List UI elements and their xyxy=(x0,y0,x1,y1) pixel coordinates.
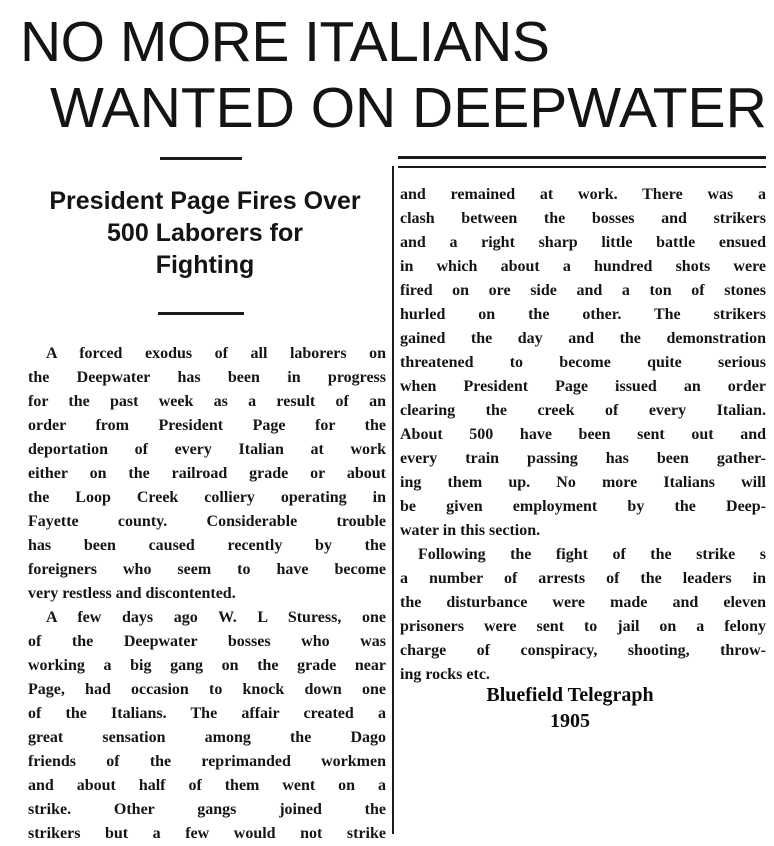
headline-rule-right-top xyxy=(398,156,766,159)
article-line: has been caused recently by the xyxy=(28,537,386,554)
article-line: of the Italians. The affair created a xyxy=(28,705,386,722)
article-line: the Loop Creek colliery operating in xyxy=(28,489,386,506)
article-line: clearing the creek of every Italian. xyxy=(400,402,766,419)
headline-line-1: NO MORE ITALIANS xyxy=(20,10,550,74)
headline-line-2: WANTED ON DEEPWATER xyxy=(50,76,767,140)
article-line: the Deepwater has been in progress xyxy=(28,369,386,386)
article-line: every train passing has been gather- xyxy=(400,450,766,467)
subheadline-line-1: President Page Fires Over xyxy=(49,187,361,215)
article-line: water in this section. xyxy=(400,522,541,539)
column-divider xyxy=(392,166,394,834)
article-line: Page, had occasion to knock down one xyxy=(28,681,386,698)
article-line: ing rocks etc. xyxy=(400,666,490,683)
article-line: A few days ago W. L Sturess, one xyxy=(46,609,386,626)
article-line: gained the day and the demonstration xyxy=(400,330,766,347)
subheadline xyxy=(18,185,392,281)
article-line: when President Page issued an order xyxy=(400,378,766,395)
article-line: Following the fight of the strike s xyxy=(418,546,766,563)
subheadline-line-2: 500 Lаborers for xyxy=(107,219,303,247)
article-line: a number of arrests of the leaders in xyxy=(400,570,766,587)
article-line: for thе past week as a result of an xyxy=(28,393,386,410)
article-line: deportation of every Italian at work xyxy=(28,441,386,458)
source-credit xyxy=(420,682,720,734)
subheadline-rule xyxy=(158,312,244,315)
article-line: ing them up. No more Italians will xyxy=(400,474,766,491)
article-line: and remained at work. There was a xyxy=(400,186,766,203)
article-line: the disturbance were made and eleven xyxy=(400,594,766,611)
article-line: Fayette county. Considerable trouble xyxy=(28,513,386,530)
article-line: either on the railroad grade or about xyxy=(28,465,386,482)
article-line: clash between the bosses and strikers xyxy=(400,210,766,227)
headline-rule-right-bottom xyxy=(398,166,766,168)
article-line: A fоrced exodus of all laborers on xyxy=(46,345,386,362)
article-line: About 500 have been sent out and xyxy=(400,426,766,443)
article-line: in which about a hundred shots were xyxy=(400,258,766,275)
article-line: working a big gang on the grade near xyxy=(28,657,386,674)
article-line: be given employment by the Deep- xyxy=(400,498,766,515)
subheadline-line-3: Fighting xyxy=(155,251,255,279)
left-article-column xyxy=(28,342,386,846)
article-line: very restless and discontented. xyxy=(28,585,236,602)
article-line: strike. Other gangs joined the xyxy=(28,801,386,818)
source-credit-name: Bluefield Telegraph xyxy=(486,684,654,706)
right-article-column xyxy=(400,183,766,687)
article-line: prisoners were sent to jail on a felony xyxy=(400,618,766,635)
article-line: strikers but a few would not strike xyxy=(28,825,386,842)
headline-rule-left xyxy=(160,157,242,160)
source-credit-year: 1905 xyxy=(550,710,590,732)
article-line: hurled on the other. The strikers xyxy=(400,306,766,323)
article-line: foreigners who seem to have become xyxy=(28,561,386,578)
article-line: order from President Page for the xyxy=(28,417,386,434)
article-line: and a right sharp little battle ensued xyxy=(400,234,766,251)
article-line: friends of the reprimanded workmen xyxy=(28,753,386,770)
article-line: of the Deepwater bosses who was xyxy=(28,633,386,650)
article-line: threatened to become quite serious xyxy=(400,354,766,371)
article-line: fired on ore side and a ton of stones xyxy=(400,282,766,299)
article-line: great sensation among the Dago xyxy=(28,729,386,746)
article-line: and about half of them went on a xyxy=(28,777,386,794)
article-line: charge of conspiracy, shooting, throw- xyxy=(400,642,766,659)
